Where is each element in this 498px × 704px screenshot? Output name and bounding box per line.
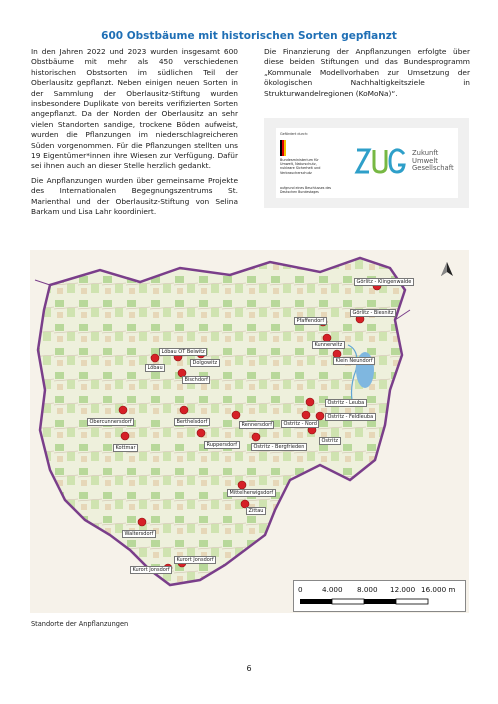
map-label: Ostritz - Bergfrieden — [251, 443, 307, 451]
map-scale-bar — [293, 580, 466, 612]
map-label: Ostritz — [319, 437, 341, 445]
paragraph: Die Finanzierung der Anpflanzungen erfolgte über diese beiden Stiftungen und das Bundesprogramm „Kommunale Modellvorhaben zur Umsetzung der ökologischen Nachhaltigkeitsziele in Strukturwandelregionen (KoMoNa)“. — [264, 47, 470, 98]
map-label: Görlitz - Biesnitz — [350, 309, 396, 317]
map-label: Pfaffendorf — [294, 317, 327, 325]
map-label: Waltersdorf — [122, 530, 156, 538]
map-background — [30, 250, 469, 613]
map-label: Löbau — [145, 364, 165, 372]
map-label: Kottmar — [113, 444, 138, 452]
left-text-column — [31, 47, 238, 222]
map-label: Rennersdorf — [239, 421, 274, 429]
paragraph: In den Jahren 2022 und 2023 wurden insgesamt 600 Obstbäume mit mehr als 450 verschiedenen historischen Obstsorten im südlichen Teil der Oberlausitz gepflanzt. Neben einigen neuen Sorten in der Sammlung der Oberlausitz-Stiftung wurden insbesondere Duplikate von bereits verifizierten Sorten angepflanzt. Da der Norden der Oberlausitz an sehr vielen Standorten sandige, trockene Böden aufweist, wurden die Pflanzungen im niederschlagreicheren Süden vorgenommen. Für die Pflanzungen stellten uns 19 Eigentümer*innen ihre Wiesen zur Verfügung. Dafür sei ihnen auch an dieser Stelle herzlich gedankt. — [31, 47, 238, 171]
zug-logo-icon — [354, 144, 408, 178]
page-title: 600 Obstbäume mit historischen Sorten gepflanzt — [101, 30, 397, 42]
zug-logo-text — [412, 150, 454, 173]
zug-line: Zukunft — [412, 149, 439, 157]
map-label: Ruppersdorf — [204, 441, 240, 449]
map-label: Ostritz - Leuba — [325, 399, 367, 407]
sponsor-logos — [264, 118, 469, 208]
zug-line: Gesellschaft — [412, 164, 454, 173]
map-label: Mittelherwigsdorf — [227, 489, 276, 497]
map-label: Klein Neundorf — [333, 357, 375, 365]
logo-panel — [276, 128, 458, 198]
funded-by-label: Gefördert durch: — [280, 132, 309, 136]
scale-tick-label: 4.000 — [322, 585, 343, 594]
map-label: Ostritz - Nord — [281, 420, 319, 428]
scale-tick-label: 8.000 — [357, 585, 378, 594]
scale-bar-graphic — [294, 596, 465, 608]
map-label: Bischdorf — [182, 376, 210, 384]
federal-eagle-icon — [280, 140, 290, 156]
ministry-name: Bundesministerium für Umwelt, Naturschutz, nukleare Sicherheit und Verbraucherschutz — [280, 158, 321, 175]
map-label: Löbau OT Beiwitz — [159, 348, 207, 356]
location-map — [30, 250, 469, 613]
bundestag-note: aufgrund eines Beschlusses des Deutschen Bundestages — [280, 186, 332, 194]
map-label: Görlitz - Klingenwalde — [354, 278, 414, 286]
zug-line: Umwelt — [412, 156, 438, 165]
page-number: 6 — [246, 664, 252, 673]
map-label: Obercunnersdorf — [87, 418, 134, 426]
scale-tick-label: 16.000 m — [421, 585, 456, 594]
map-label: Zittau — [246, 507, 266, 515]
paragraph: Die Anpflanzungen wurden über gemeinsame Projekte des Internationalen Begegnungszentrums St. Marienthal und der Oberlausitz-Stiftung von Selina Barkam und Lisa Lahr koordiniert. — [31, 175, 238, 217]
scale-tick-label: 12.000 — [390, 585, 416, 594]
map-label: Kurort Jonsdorf — [130, 566, 172, 574]
right-text-column — [264, 47, 470, 103]
map-caption: Standorte der Anpflanzungen — [31, 620, 129, 628]
map-label: Ostritz - Feldleuba — [325, 413, 376, 421]
map-label: Kunnerwitz — [312, 341, 345, 349]
scale-tick-label: 0 — [298, 585, 303, 594]
map-label: Berthelsdorf — [174, 418, 210, 426]
map-label: Kurort Jonsdorf — [174, 556, 216, 564]
map-label: Dolgowitz — [190, 359, 220, 367]
